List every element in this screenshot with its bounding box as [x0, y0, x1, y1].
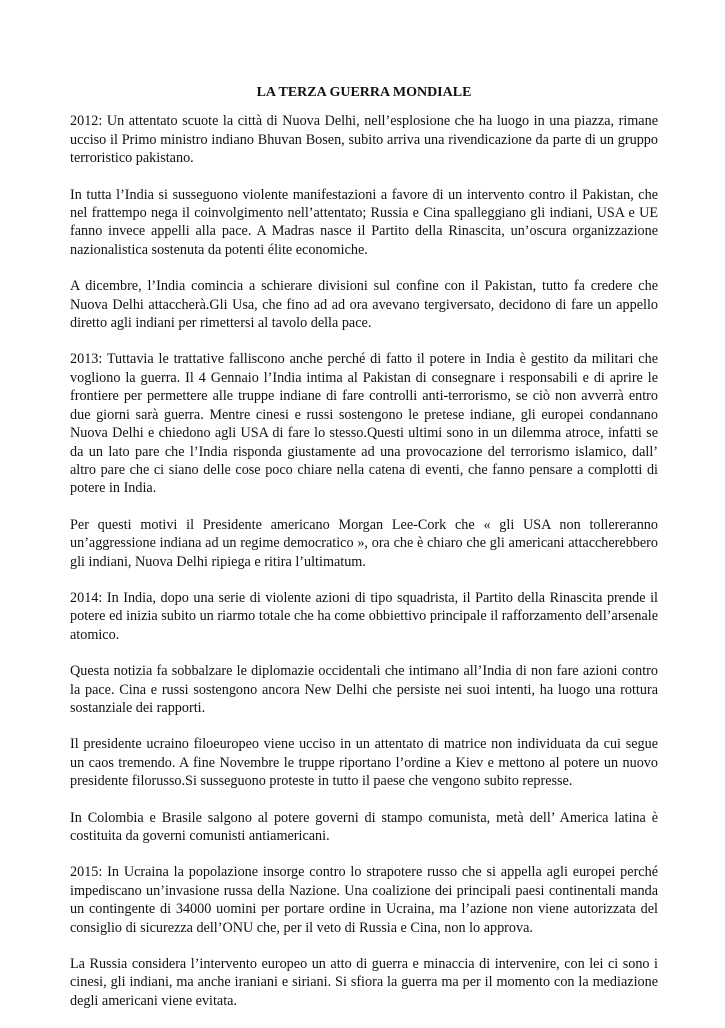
paragraph-2015: 2015: In Ucraina la popolazione insorge contro lo strapotere russo che si appella agli europei perché impediscano un’invasione russa della Nazione. Una coalizione dei principali paesi continentali manda un contingente di 34000 uomini per portare ordine in Ucraina, ma l’azione non viene autorizzata del consiglio di sicurezza dell’ONU che, per il veto di Russia e Cina, non lo approva.: [70, 864, 658, 936]
paragraph-2012: 2012: Un attentato scuote la città di Nuova Delhi, nell’esplosione che ha luogo in una piazza, rimane ucciso il Primo ministro indiano Bhuvan Bosen, subito arriva una rivendicazione da parte di un gruppo terroristico pakistano.: [70, 113, 658, 167]
paragraph-western-diplomacy: Questa notizia fa sobbalzare le diplomazie occidentali che intimano all’India di non fare azioni contro la pace. Cina e russi sostengono ancora New Delhi che persiste nei suoi intenti, ha luogo una rottura sostanziale dei rapporti.: [70, 663, 658, 716]
document-page: [70, 84, 658, 1028]
paragraph-2014: 2014: In India, dopo una serie di violente azioni di tipo squadrista, il Partito della Rinascita prende il potere ed inizia subito un riarmo totale che ha come obbiettivo principale il rafforzamento dell’arsenale atomico.: [70, 589, 658, 643]
paragraph-latin-america: In Colombia e Brasile salgono al potere governi di stampo comunista, metà dell’ America latina è costituita da governi comunisti antiamericani.: [70, 809, 658, 844]
paragraph-2013: 2013: Tuttavia le trattative falliscono anche perché di fatto il potere in India è gestito da militari che vogliono la guerra. Il 4 Gennaio l’India intima al Pakistan di consegnare i responsabili e di aprire le frontiere per permettere alle truppe indiane di fare controlli anti-terrorismo, se ciò non avverrà entro due giorni sarà guerra. Mentre cinesi e russi sostengono le pretese indiane, gli europei condannano Nuova Delhi e chiedono agli USA di fare lo stesso.Questi ultimi sono in un dilemma atroce, infatti se da un lato pare che l’India risponda giustamente ad una provocazione del terrorismo islamico, dall’ altro pare che ci siano delle cose poco chiare nella catena di eventi, che fanno pensare a complotti di potere in India.: [70, 351, 658, 497]
paragraph-ukraine-president: Il presidente ucraino filoeuropeo viene ucciso in un attentato di matrice non individuata da cui segue un caos tremendo. A fine Novembre le truppe riportano l’ordine a Kiev e mettono al potere un nuovo presidente filorusso.Si susseguono proteste in tutto il paese che vengono subito represse.: [70, 736, 658, 790]
paragraph-us-president: Per questi motivi il Presidente americano Morgan Lee-Cork che « gli USA non tollereranno un’aggressione indiana ad un regime democratico », ora che è chiaro che gli americani attaccherebbero gli indiani, Nuova Delhi ripiega e ritira l’ultimatum.: [70, 516, 658, 570]
document-title: LA TERZA GUERRA MONDIALE: [256, 85, 472, 100]
paragraph-russia-response: La Russia considera l’intervento europeo un atto di guerra e minaccia di intervenire, con lei ci sono i cinesi, gli indiani, ma anche iraniani e siriani. Si sfiora la guerra ma per il momento con la mediazione degli americani viene evitata.: [70, 956, 658, 1009]
paragraph-december: A dicembre, l’India comincia a schierare divisioni sul confine con il Pakistan, tutto fa credere che Nuova Delhi attaccherà.Gli Usa, che fino ad ad ora avevano tergiversato, decidono di fare un appello diretto agli indiani per rimettersi al tavolo della pace.: [70, 278, 658, 332]
paragraph-india-protests: In tutta l’India si susseguono violente manifestazioni a favore di un intervento contro il Pakistan, che nel frattempo nega il coinvolgimento nell’attentato; Russia e Cina spalleggiano gli indiani, USA e UE fanno invece appelli alla pace. A Madras nasce il Partito della Rinascita, un’oscura organizzazione nazionalistica sostenuta da potenti élite economiche.: [70, 186, 658, 258]
